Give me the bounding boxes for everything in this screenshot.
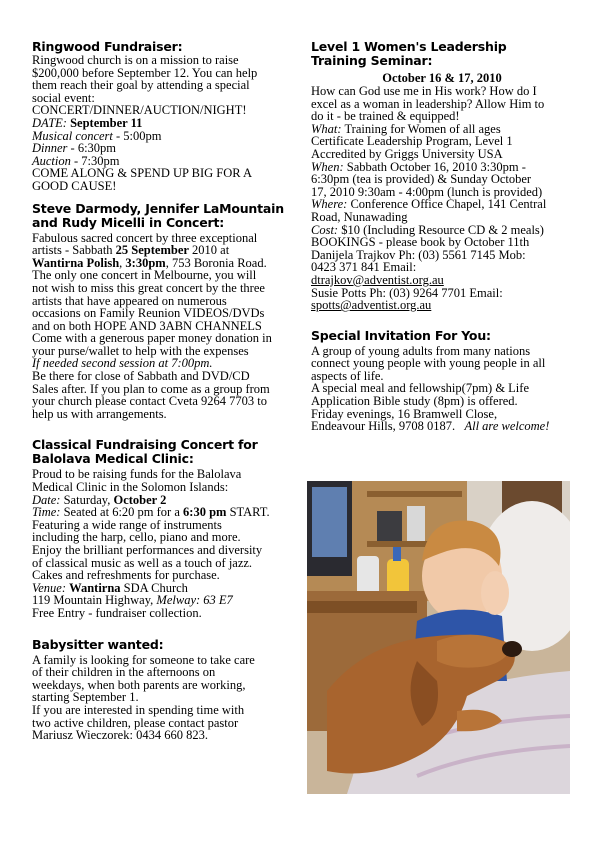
text-line (311, 420, 573, 433)
classical-title-line1: Classical Fundraising Concert for (32, 437, 258, 453)
text-line: excel as a woman in leadership? Allow Him to (311, 96, 545, 111)
text-line: How can God use me in His work? How do I (311, 84, 537, 98)
invitation-title: Special Invitation For You: (311, 327, 491, 343)
text-span: Training for Women of all ages (341, 121, 501, 136)
email-link-dtrajkov[interactable]: dtrajkov@adventist.org.au (311, 272, 444, 287)
praying-hands (481, 571, 509, 615)
dinner-label: Dinner (32, 141, 68, 156)
text-span: If needed second session at 7:00pm. (32, 356, 213, 371)
babysitter-section (32, 638, 304, 742)
text-line: occasions on Family Reunion VIDEOS/DVDs (32, 306, 265, 321)
text-span: $10 (Including Resource CD & 2 meals) (338, 222, 544, 237)
text-line: Medical Clinic in the Solomon Islands: (32, 480, 229, 495)
date-value: October 2 (113, 492, 167, 507)
text-line: your purse/wallet to help with the expenses (32, 343, 249, 358)
dog-nose (502, 641, 522, 657)
time-line (32, 506, 304, 519)
seminar-dates: October 16 & 17, 2010 (382, 71, 502, 85)
where-label: Where: (311, 197, 348, 212)
leadership-seminar-section (311, 40, 573, 312)
text-line: Fabulous sacred concert by three exceptional (32, 230, 258, 245)
venue-label: Venue: (32, 580, 67, 595)
text-line: BOOKINGS - please book by October 11th (311, 235, 530, 250)
concert-date: 25 September (115, 243, 189, 258)
text-span: , (119, 255, 126, 270)
text-line: help us with arrangements. (32, 406, 167, 421)
concert-label: Musical concert (32, 128, 113, 143)
text-line: Danijela Trajkov Ph: (03) 5561 7145 Mob: (311, 247, 526, 262)
text-line: not wish to miss this great concert by the three (32, 280, 265, 295)
text-line: artists that have appeared on numerous (32, 293, 227, 308)
text-span: 119 Mountain Highway, (32, 593, 157, 608)
text-line: starting September 1. (32, 690, 139, 705)
date-label: DATE: (32, 115, 67, 130)
time-value: 6:30 pm (183, 505, 227, 520)
text-line: Mariusz Wieczorek: 0434 660 823. (32, 728, 208, 743)
text-span: Seated at 6:20 pm for a (60, 505, 184, 520)
venue-value: Wantirna (69, 580, 121, 595)
ringwood-title: Ringwood Fundraiser: (32, 39, 183, 54)
text-line: them reach their goal by attending a special (32, 78, 250, 93)
text-line: of their children in the afternoons on (32, 665, 216, 680)
text-span: SDA Church (120, 580, 188, 595)
classical-title-line2: Balolava Medical Clinic: (32, 451, 194, 467)
text-line: Application Bible study (8pm) is offered. (311, 394, 518, 409)
text-line: GOOD CAUSE! (32, 178, 117, 193)
text-line: 17, 2010 9:30am - 4:00pm (lunch is provided) (311, 184, 543, 199)
text-line: aspects of life. (311, 368, 384, 383)
text-line: Enjoy the brilliant performances and diversity (32, 543, 263, 557)
ringwood-fundraiser-section (32, 40, 304, 193)
text-line: Friday evenings, 16 Bramwell Close, (311, 406, 498, 421)
text-line: The only one concert in Melbourne, you will (32, 268, 257, 283)
right-column (311, 34, 573, 433)
auction-label: Auction (32, 153, 71, 168)
email-link-spotts[interactable]: spotts@adventist.org.au (311, 298, 432, 313)
text-line: Free Entry - fundraiser collection. (32, 605, 202, 620)
concert-venue: Wantirna Polish (32, 255, 120, 270)
concert-section (32, 202, 304, 421)
dinner-time: - 6:30pm (67, 141, 117, 156)
date-label: Date: (32, 492, 61, 507)
text-line: A family is looking for someone to take care (32, 652, 255, 667)
text-line: 6:30pm (tea is provided) & Sunday October (311, 172, 532, 187)
text-line: Ringwood church is on a mission to raise (32, 53, 239, 67)
text-line: Susie Potts Ph: (03) 9264 7701 Email: (311, 285, 503, 300)
what-label: What: (311, 121, 342, 136)
when-label: When: (311, 159, 344, 174)
text-line: and on both HOPE AND 3ABN CHANNELS (32, 318, 262, 333)
text-line: including the harp, cello, piano and more. (32, 530, 241, 545)
text-line: Accredited by Griggs University USA (311, 146, 503, 161)
text-span: START. (226, 505, 270, 520)
photo-boy-praying-with-dog (307, 481, 570, 794)
cost-label: Cost: (311, 222, 339, 237)
left-column (32, 34, 304, 742)
text-line: social event: (32, 90, 95, 105)
special-invitation-section (311, 329, 573, 433)
text-span: Conference Office Chapel, 141 Central (347, 197, 547, 212)
time-label: Time: (32, 505, 61, 520)
text-line: $200,000 before September 12. You can help (32, 65, 258, 80)
date-value: September 11 (70, 115, 143, 130)
leadership-title-line2: Training Seminar: (311, 53, 433, 68)
melway-ref: Melway: 63 E7 (156, 593, 233, 608)
text-span: 2010 at (188, 243, 230, 258)
text-line: A special meal and fellowship(7pm) & Life (311, 381, 529, 396)
text-line: connect young people with young people in all (311, 356, 546, 371)
text-span: Sabbath October 16, 2010 3:30pm - (343, 159, 526, 174)
text-line: Sales after. If you plan to come as a group from (32, 381, 270, 396)
text-line: COME ALONG & SPEND UP BIG FOR A (32, 166, 253, 181)
concert-time: - 5:00pm (112, 128, 162, 143)
text-line: Certificate Leadership Program, Level 1 (311, 134, 513, 149)
welcome-note: All are welcome! (464, 419, 550, 434)
text-line: of classical music as well as a touch of jazz. (32, 555, 253, 570)
photo-illustration (307, 481, 570, 794)
text-line: 0423 371 841 Email: (311, 260, 417, 275)
concert-time: 3:30pm (125, 255, 166, 270)
text-line: If you are interested in spending time with (32, 702, 245, 717)
text-line: CONCERT/DINNER/AUCTION/NIGHT! (32, 103, 247, 118)
text-line: Come with a generous paper money donation in (32, 331, 272, 346)
classical-concert-section (32, 438, 304, 619)
text-line: A group of young adults from many nations (311, 343, 531, 358)
text-line: Be there for close of Sabbath and DVD/CD (32, 369, 250, 384)
text-span: , 753 Boronia Road. (165, 255, 267, 270)
text-span: Endeavour Hills, 9708 0187. (311, 419, 456, 434)
text-line: do it - be trained & equipped! (311, 109, 460, 124)
concert-title-line2: and Rudy Micelli in Concert: (32, 214, 225, 230)
text-line: your church please contact Cveta 9264 7703 to (32, 394, 267, 409)
text-span: artists - Sabbath (32, 243, 116, 258)
babysitter-title: Babysitter wanted: (32, 636, 164, 652)
text-line: Proud to be raising funds for the Balolava (32, 467, 242, 482)
text-line: weekdays, when both parents are working, (32, 677, 246, 692)
text-line: Featuring a wide range of instruments (32, 517, 222, 532)
auction-time: - 7:30pm (70, 153, 120, 168)
text-line: Road, Nunawading (311, 209, 408, 224)
text-span: Saturday, (60, 492, 114, 507)
concert-title-line1: Steve Darmody, Jennifer LaMountain (32, 200, 284, 216)
text-line: two active children, please contact pastor (32, 715, 239, 730)
text-line: Cakes and refreshments for purchase. (32, 568, 220, 583)
leadership-title-line1: Level 1 Women's Leadership (311, 39, 507, 54)
